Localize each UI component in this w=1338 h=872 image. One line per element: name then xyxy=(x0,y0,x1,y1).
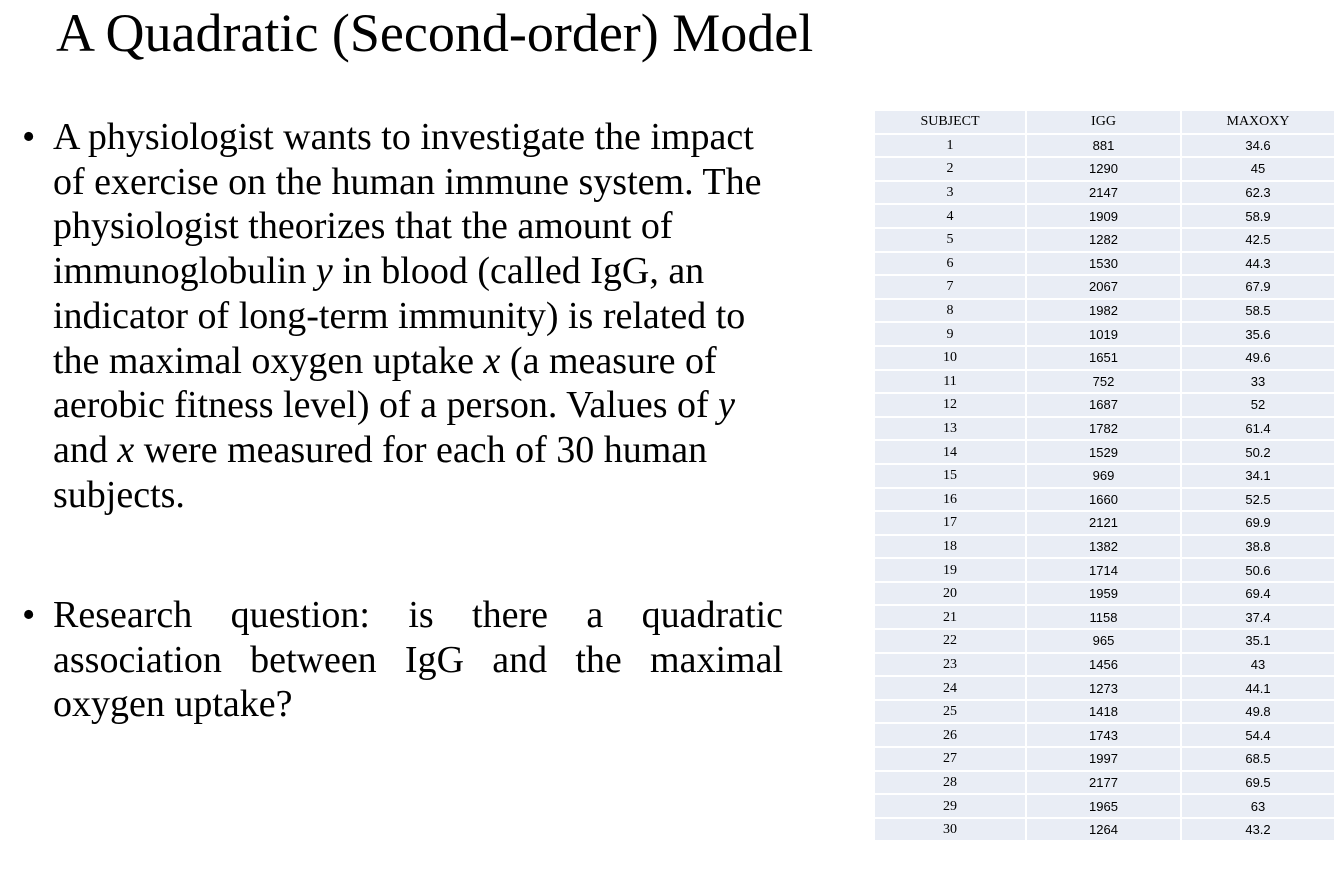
cell-subject: 12 xyxy=(875,394,1025,416)
cell-igg: 1264 xyxy=(1027,819,1180,841)
cell-igg: 1687 xyxy=(1027,394,1180,416)
bullet-intro-text xyxy=(53,115,783,517)
cell-igg: 1660 xyxy=(1027,489,1180,511)
cell-maxoxy: 44.3 xyxy=(1182,253,1334,275)
header-igg: IGG xyxy=(1027,111,1180,133)
cell-subject: 30 xyxy=(875,819,1025,841)
cell-subject: 4 xyxy=(875,205,1025,227)
table-row xyxy=(875,276,1334,298)
cell-igg: 1982 xyxy=(1027,300,1180,322)
cell-igg: 1997 xyxy=(1027,748,1180,770)
cell-subject: 18 xyxy=(875,536,1025,558)
cell-igg: 2067 xyxy=(1027,276,1180,298)
cell-maxoxy: 67.9 xyxy=(1182,276,1334,298)
table-row xyxy=(875,606,1334,628)
table-row xyxy=(875,300,1334,322)
cell-igg: 1965 xyxy=(1027,795,1180,817)
cell-maxoxy: 50.2 xyxy=(1182,441,1334,463)
table-row xyxy=(875,772,1334,794)
data-table xyxy=(873,109,1336,842)
cell-maxoxy: 34.1 xyxy=(1182,465,1334,487)
cell-subject: 29 xyxy=(875,795,1025,817)
variable-symbol: x xyxy=(483,339,501,382)
cell-igg: 1909 xyxy=(1027,205,1180,227)
cell-igg: 1782 xyxy=(1027,418,1180,440)
cell-maxoxy: 54.4 xyxy=(1182,724,1334,746)
cell-maxoxy: 61.4 xyxy=(1182,418,1334,440)
cell-maxoxy: 69.4 xyxy=(1182,583,1334,605)
cell-subject: 5 xyxy=(875,229,1025,251)
table-header-row xyxy=(875,111,1334,133)
table-row xyxy=(875,418,1334,440)
table-row xyxy=(875,182,1334,204)
cell-igg: 1290 xyxy=(1027,158,1180,180)
cell-subject: 22 xyxy=(875,630,1025,652)
cell-igg: 1273 xyxy=(1027,677,1180,699)
table-row xyxy=(875,347,1334,369)
table-row xyxy=(875,135,1334,157)
cell-igg: 1158 xyxy=(1027,606,1180,628)
cell-subject: 9 xyxy=(875,323,1025,345)
cell-subject: 13 xyxy=(875,418,1025,440)
cell-igg: 1418 xyxy=(1027,701,1180,723)
cell-subject: 19 xyxy=(875,559,1025,581)
cell-maxoxy: 43.2 xyxy=(1182,819,1334,841)
header-maxoxy: MAXOXY xyxy=(1182,111,1334,133)
table-row xyxy=(875,158,1334,180)
text-segment: in blood (called IgG, an indicator of long-term immunity) is related to the maximal oxygen uptake xyxy=(53,250,746,382)
cell-subject: 1 xyxy=(875,135,1025,157)
bullet-research-question-text xyxy=(53,593,783,727)
table-row xyxy=(875,489,1334,511)
cell-maxoxy: 35.6 xyxy=(1182,323,1334,345)
cell-igg: 1743 xyxy=(1027,724,1180,746)
cell-igg: 1714 xyxy=(1027,559,1180,581)
table-row xyxy=(875,441,1334,463)
cell-maxoxy: 50.6 xyxy=(1182,559,1334,581)
header-subject: SUBJECT xyxy=(875,111,1025,133)
cell-maxoxy: 34.6 xyxy=(1182,135,1334,157)
cell-maxoxy: 49.6 xyxy=(1182,347,1334,369)
cell-maxoxy: 49.8 xyxy=(1182,701,1334,723)
cell-maxoxy: 69.5 xyxy=(1182,772,1334,794)
cell-maxoxy: 45 xyxy=(1182,158,1334,180)
cell-maxoxy: 52 xyxy=(1182,394,1334,416)
cell-maxoxy: 38.8 xyxy=(1182,536,1334,558)
cell-subject: 16 xyxy=(875,489,1025,511)
table-row xyxy=(875,583,1334,605)
cell-igg: 1651 xyxy=(1027,347,1180,369)
cell-subject: 2 xyxy=(875,158,1025,180)
cell-maxoxy: 69.9 xyxy=(1182,512,1334,534)
cell-igg: 1456 xyxy=(1027,654,1180,676)
table-row xyxy=(875,701,1334,723)
cell-subject: 23 xyxy=(875,654,1025,676)
cell-igg: 1019 xyxy=(1027,323,1180,345)
cell-maxoxy: 42.5 xyxy=(1182,229,1334,251)
cell-igg: 1382 xyxy=(1027,536,1180,558)
cell-igg: 1529 xyxy=(1027,441,1180,463)
cell-igg: 752 xyxy=(1027,371,1180,393)
cell-igg: 1530 xyxy=(1027,253,1180,275)
variable-symbol: y xyxy=(718,384,736,427)
cell-igg: 969 xyxy=(1027,465,1180,487)
cell-maxoxy: 62.3 xyxy=(1182,182,1334,204)
table-row xyxy=(875,205,1334,227)
cell-subject: 27 xyxy=(875,748,1025,770)
text-segment: and xyxy=(53,428,118,471)
table-row xyxy=(875,654,1334,676)
cell-igg: 2121 xyxy=(1027,512,1180,534)
cell-maxoxy: 44.1 xyxy=(1182,677,1334,699)
slide-title: A Quadratic (Second-order) Model xyxy=(56,3,814,63)
cell-maxoxy: 68.5 xyxy=(1182,748,1334,770)
cell-subject: 26 xyxy=(875,724,1025,746)
cell-subject: 25 xyxy=(875,701,1025,723)
table-row xyxy=(875,559,1334,581)
cell-subject: 17 xyxy=(875,512,1025,534)
cell-maxoxy: 43 xyxy=(1182,654,1334,676)
table-row xyxy=(875,536,1334,558)
table-row xyxy=(875,465,1334,487)
cell-subject: 15 xyxy=(875,465,1025,487)
cell-subject: 14 xyxy=(875,441,1025,463)
cell-maxoxy: 58.9 xyxy=(1182,205,1334,227)
table-row xyxy=(875,229,1334,251)
table-row xyxy=(875,394,1334,416)
table-row xyxy=(875,371,1334,393)
bullet-marker: • xyxy=(22,594,36,636)
table-row xyxy=(875,630,1334,652)
cell-subject: 10 xyxy=(875,347,1025,369)
cell-subject: 28 xyxy=(875,772,1025,794)
cell-subject: 24 xyxy=(875,677,1025,699)
cell-igg: 2177 xyxy=(1027,772,1180,794)
cell-subject: 20 xyxy=(875,583,1025,605)
cell-subject: 8 xyxy=(875,300,1025,322)
table-row xyxy=(875,677,1334,699)
cell-igg: 2147 xyxy=(1027,182,1180,204)
cell-subject: 7 xyxy=(875,276,1025,298)
variable-symbol: x xyxy=(117,428,135,471)
cell-maxoxy: 33 xyxy=(1182,371,1334,393)
cell-subject: 11 xyxy=(875,371,1025,393)
cell-subject: 3 xyxy=(875,182,1025,204)
cell-maxoxy: 35.1 xyxy=(1182,630,1334,652)
text-segment: A physiologist wants to investigate the impact of exercise on the human immune system. The physiologist theorizes that the amount of immunoglobulin xyxy=(53,116,762,293)
cell-igg: 881 xyxy=(1027,135,1180,157)
table-row xyxy=(875,748,1334,770)
cell-maxoxy: 52.5 xyxy=(1182,489,1334,511)
cell-igg: 1282 xyxy=(1027,229,1180,251)
cell-maxoxy: 63 xyxy=(1182,795,1334,817)
text-segment: were measured for each of 30 human subjects. xyxy=(53,428,708,516)
bullet-marker: • xyxy=(22,116,36,158)
table-body xyxy=(875,135,1334,841)
cell-maxoxy: 58.5 xyxy=(1182,300,1334,322)
table-row xyxy=(875,795,1334,817)
cell-igg: 965 xyxy=(1027,630,1180,652)
table-row xyxy=(875,724,1334,746)
table-row xyxy=(875,512,1334,534)
cell-maxoxy: 37.4 xyxy=(1182,606,1334,628)
variable-symbol: y xyxy=(315,250,333,293)
table-row xyxy=(875,323,1334,345)
table-row xyxy=(875,819,1334,841)
table-row xyxy=(875,253,1334,275)
cell-igg: 1959 xyxy=(1027,583,1180,605)
cell-subject: 6 xyxy=(875,253,1025,275)
text-segment: (a measure of aerobic fitness level) of a person. Values of xyxy=(53,339,719,427)
text-segment: Research question: is there a quadratic association between IgG and the maximal oxygen uptake? xyxy=(53,594,783,726)
cell-subject: 21 xyxy=(875,606,1025,628)
